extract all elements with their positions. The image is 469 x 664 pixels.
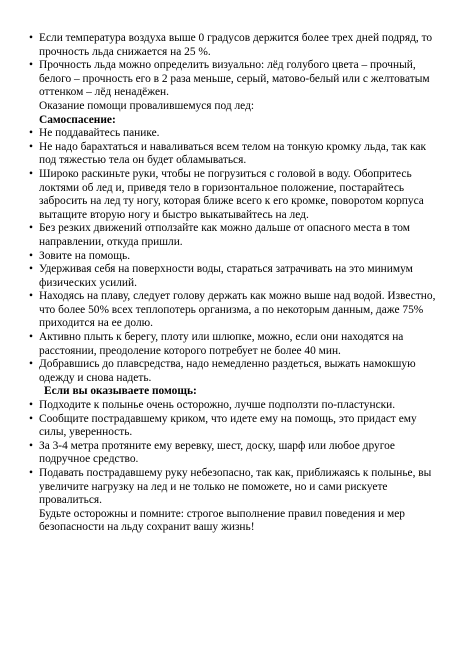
list-item-text: Добравшись до плавсредства, надо немедленно раздеться, выжать намокшую одежду и снова надеть.: [39, 358, 416, 384]
list-item: [0, 168, 469, 222]
list-item-text: За 3-4 метра протяните ему веревку, шест, доску, шарф или любое другое подручное средство.: [39, 439, 395, 466]
list-item-text: Подавать пострадавшему руку небезопасно, так как, приближаясь к полынье, вы увеличите нагрузку на лед и не только не поможете, но и сами рискуете провалиться.: [39, 467, 432, 507]
bullet-marker: •: [29, 59, 33, 72]
list-item-text: Если температура воздуха выше 0 градусов держится более трех дней подряд, то прочность льда снижается на 25 %.: [39, 32, 433, 58]
document-body: [0, 32, 469, 535]
list-item: [0, 290, 469, 331]
list-item-text: Не надо барахтаться и наваливаться всем телом на тонкую кромку льда, так как под тяжестью тела он будет обламываться.: [39, 140, 427, 167]
bullet-marker: •: [29, 249, 33, 262]
list-item-text: Не поддавайтесь панике.: [39, 127, 160, 140]
paragraph: Оказание помощи провалившемуся под лед:: [39, 99, 255, 112]
list-item: [0, 358, 469, 385]
bullet-marker: •: [29, 140, 33, 153]
bullet-marker: •: [29, 439, 33, 452]
bullet-marker: •: [29, 127, 33, 140]
list-item-text: Подходите к полынье очень осторожно, лучше подползти по-пластунски.: [39, 399, 396, 412]
list-item: [0, 413, 469, 440]
bullet-marker: •: [29, 263, 33, 276]
list-item-text: Находясь на плаву, следует голову держать как можно выше над водой. Известно, что более 50% всех теплопотерь организма, а по некоторым данным, даже 75% приходится на ее долю.: [39, 290, 436, 330]
list-item: [0, 250, 469, 264]
bullet-marker: •: [29, 290, 33, 303]
list-item: [0, 331, 469, 358]
list-item: [0, 467, 469, 508]
closing-paragraph: Будьте осторожны и помните: строгое выполнение правил поведения и мер безопасности на льду сохранит вашу жизнь!: [39, 507, 405, 534]
list-item-text: Удерживая себя на поверхности воды, стараться затрачивать на это минимум физических усилий.: [39, 263, 413, 289]
bullet-marker: •: [29, 222, 33, 235]
list-item: [0, 32, 469, 59]
list-item: [0, 263, 469, 290]
list-item-text: Зовите на помощь.: [39, 249, 131, 262]
list-item-text: Широко раскиньте руки, чтобы не погрузиться с головой в воду. Обопритесь локтями об лед и, приведя тело в горизонтальное положение, постарайтесь забросить на лед ту ногу, которая ближе всего к его кромке, поворотом корпуса вытащите вторую ногу и быстро выкатывайтесь на лед.: [39, 167, 424, 221]
bullet-marker: •: [29, 412, 33, 425]
list-item: [0, 59, 469, 100]
list-item: [0, 127, 469, 141]
bullet-marker: •: [29, 399, 33, 412]
bullet-marker: •: [29, 331, 33, 344]
list-item: [0, 399, 469, 413]
bullet-marker: •: [29, 167, 33, 180]
section-heading: Если вы оказываете помощь:: [44, 385, 197, 398]
bullet-marker: •: [29, 358, 33, 371]
list-item: [0, 141, 469, 168]
list-item-text: Без резких движений отползайте как можно дальше от опасного места в том направлении, откуда пришли.: [39, 222, 410, 248]
bullet-marker: •: [29, 467, 33, 479]
bullet-marker: •: [29, 32, 33, 44]
list-item-text: Сообщите пострадавшему криком, что идете ему на помощь, это придаст ему силы, уверенность.: [39, 412, 417, 439]
section-heading: Самоспасение:: [39, 113, 116, 126]
list-item-text: Активно плыть к берегу, плоту или шлюпке, можно, если они находятся на расстоянии, преодоление которого потребует не более 40 мин.: [39, 331, 404, 357]
list-item: [0, 222, 469, 249]
list-item-text: Прочность льда можно определить визуально: лёд голубого цвета – прочный, белого – прочность его в 2 раза меньше, серый, матово-белый или с желтоватым оттенком – лёд ненадёжен.: [39, 59, 430, 99]
list-item: [0, 440, 469, 467]
